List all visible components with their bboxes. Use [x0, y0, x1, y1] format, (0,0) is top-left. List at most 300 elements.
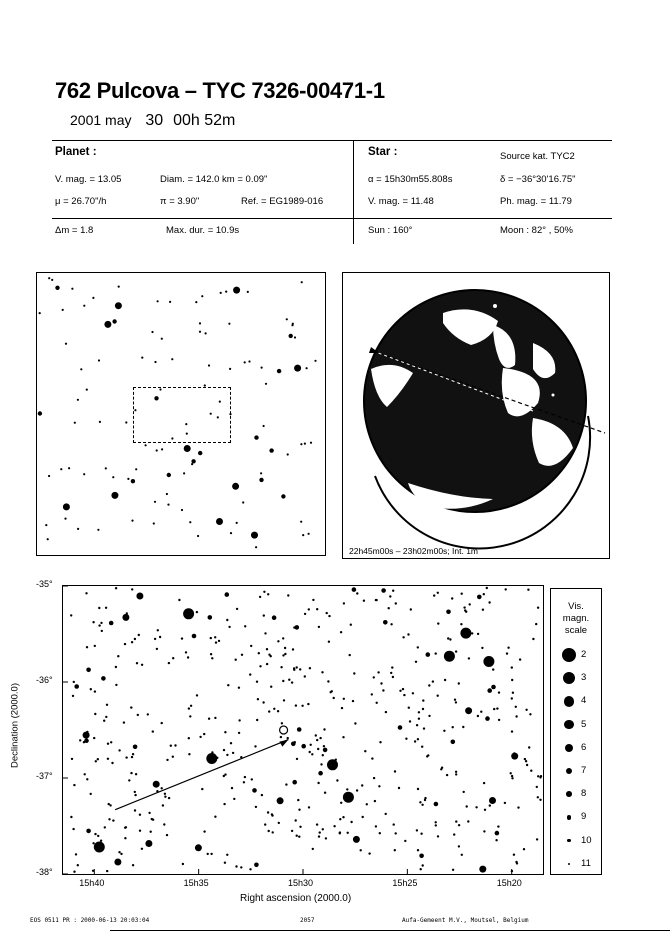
- field-star: [447, 637, 449, 639]
- field-star: [446, 610, 451, 615]
- field-star: [420, 868, 422, 870]
- field-star: [496, 707, 498, 709]
- field-star: [510, 772, 512, 774]
- field-star: [277, 710, 279, 712]
- field-star: [94, 713, 96, 715]
- field-star: [317, 748, 319, 750]
- finder-star: [60, 468, 62, 470]
- field-star: [492, 668, 494, 670]
- finder-star: [251, 532, 258, 539]
- field-star: [308, 608, 310, 610]
- field-star: [340, 802, 342, 804]
- field-star: [304, 675, 306, 677]
- planet-parallax: π = 3.90": [160, 196, 200, 207]
- field-star: [215, 641, 217, 643]
- finder-star: [112, 476, 114, 478]
- finder-star: [161, 448, 163, 450]
- finder-star: [308, 533, 310, 535]
- field-star: [296, 758, 298, 760]
- field-star: [259, 596, 261, 598]
- field-star: [475, 806, 477, 808]
- finder-star: [205, 332, 207, 334]
- finder-star: [261, 367, 263, 369]
- field-star: [504, 802, 506, 804]
- field-star: [511, 697, 513, 699]
- field-star: [280, 736, 282, 738]
- field-star: [452, 726, 454, 728]
- legend-dot: [566, 791, 572, 797]
- finder-star: [236, 522, 238, 524]
- field-star: [132, 864, 134, 866]
- finder-star: [62, 309, 64, 311]
- finder-star: [314, 360, 316, 362]
- field-star: [164, 796, 166, 798]
- field-star: [399, 690, 401, 692]
- max-duration: Max. dur. = 10.9s: [166, 225, 240, 236]
- field-star: [292, 648, 294, 650]
- field-star: [458, 682, 460, 684]
- field-star: [181, 637, 183, 639]
- finder-star: [63, 503, 70, 510]
- field-star: [322, 754, 324, 756]
- event-day: 30: [145, 112, 164, 129]
- field-star: [285, 783, 287, 785]
- field-star: [232, 752, 234, 754]
- finder-star: [286, 318, 288, 320]
- field-star: [267, 593, 269, 595]
- field-star: [297, 799, 299, 801]
- field-star: [94, 690, 96, 692]
- field-star: [373, 676, 375, 678]
- field-star: [392, 590, 394, 592]
- finder-star: [310, 442, 312, 444]
- magnitude-legend: [550, 588, 602, 875]
- field-star: [134, 809, 136, 811]
- finder-star: [65, 343, 67, 345]
- field-star: [376, 702, 378, 704]
- field-star: [163, 823, 165, 825]
- finder-star: [306, 367, 308, 369]
- finder-star: [183, 472, 185, 474]
- field-star: [368, 852, 370, 854]
- field-star: [166, 834, 168, 836]
- field-star: [287, 594, 289, 596]
- field-star: [120, 853, 122, 855]
- field-star: [263, 614, 265, 616]
- field-star: [103, 720, 105, 722]
- field-star: [405, 738, 407, 740]
- field-star: [318, 835, 320, 837]
- field-star: [352, 587, 357, 592]
- field-star: [107, 743, 109, 745]
- finder-star: [48, 475, 50, 477]
- field-star: [92, 621, 94, 623]
- event-date-label: 2001 may: [70, 112, 132, 128]
- field-star: [105, 716, 107, 718]
- field-star: [73, 784, 75, 786]
- field-star: [226, 619, 228, 621]
- field-star: [94, 842, 105, 853]
- field-star: [264, 632, 266, 634]
- field-star: [324, 792, 326, 794]
- field-star: [291, 742, 296, 747]
- field-star: [460, 628, 471, 639]
- field-star: [487, 688, 492, 693]
- field-star: [484, 809, 486, 811]
- field-star: [354, 722, 356, 724]
- field-star: [164, 793, 166, 795]
- field-star: [519, 658, 521, 660]
- field-star: [168, 797, 170, 799]
- finder-star: [112, 319, 116, 323]
- field-star: [224, 862, 226, 864]
- field-star: [86, 668, 91, 673]
- moon-elongation: Moon : 82° , 50%: [500, 225, 573, 236]
- field-star: [97, 758, 99, 760]
- finder-star: [77, 528, 79, 530]
- finder-star: [51, 279, 53, 281]
- field-star: [336, 779, 338, 781]
- field-star: [293, 669, 295, 671]
- field-star: [335, 759, 337, 761]
- field-star: [95, 760, 97, 762]
- field-star: [86, 646, 88, 648]
- field-star: [458, 824, 460, 826]
- field-star: [511, 777, 513, 779]
- field-star: [455, 650, 457, 652]
- field-star: [319, 737, 321, 739]
- y-tick-label: -35°: [36, 579, 53, 589]
- field-star: [86, 778, 88, 780]
- finder-star: [169, 301, 171, 303]
- field-star: [316, 739, 318, 741]
- field-star: [469, 603, 471, 605]
- star-declination: δ = −36°30'16.75": [500, 174, 576, 185]
- field-star: [278, 822, 280, 824]
- field-star: [460, 623, 462, 625]
- field-star: [272, 831, 274, 833]
- field-star: [86, 731, 88, 733]
- field-star: [537, 796, 539, 798]
- field-star: [432, 680, 434, 682]
- sun-elongation: Sun : 160°: [368, 225, 413, 236]
- planet-diameter: Diam. = 142.0 km = 0.09": [160, 174, 268, 185]
- field-star: [126, 612, 128, 614]
- field-star: [268, 654, 270, 656]
- field-star: [156, 648, 158, 650]
- field-star: [130, 772, 132, 774]
- field-star: [416, 724, 418, 726]
- field-star: [482, 609, 484, 611]
- field-star: [537, 607, 539, 609]
- event-time: 00h 52m: [173, 112, 236, 129]
- field-star: [196, 694, 198, 696]
- field-star: [417, 738, 419, 740]
- field-star: [263, 591, 265, 593]
- field-star: [511, 730, 513, 732]
- field-star: [483, 656, 494, 667]
- field-star: [75, 853, 77, 855]
- field-star: [104, 826, 106, 828]
- field-star: [395, 602, 397, 604]
- finder-star: [265, 383, 267, 385]
- footer-left: EOS 0511 PR : 2000-06-13 20:03:04: [30, 917, 150, 924]
- field-star: [507, 647, 509, 649]
- field-star: [223, 803, 225, 805]
- finder-star: [197, 535, 199, 537]
- legend-label: 5: [581, 718, 587, 730]
- finder-star: [220, 292, 222, 294]
- field-star: [505, 588, 507, 590]
- field-star: [318, 771, 323, 776]
- field-star: [282, 680, 284, 682]
- field-star: [128, 779, 130, 781]
- field-star: [107, 758, 109, 760]
- field-star: [410, 608, 412, 610]
- field-star: [170, 745, 172, 747]
- field-star: [112, 819, 114, 821]
- finder-star: [242, 501, 244, 503]
- field-star: [284, 653, 286, 655]
- finder-star: [287, 453, 289, 455]
- field-star: [346, 788, 348, 790]
- finder-star: [97, 529, 99, 531]
- legend-dot: [564, 720, 573, 729]
- field-star: [238, 719, 240, 721]
- planet-motion: μ = 26.70"/h: [55, 196, 107, 207]
- field-star: [284, 647, 286, 649]
- field-star: [141, 848, 143, 850]
- finder-star: [92, 297, 94, 299]
- y-axis-label: Declination (2000.0): [9, 682, 21, 769]
- globe-panel: [342, 272, 610, 559]
- field-star: [131, 588, 133, 590]
- field-star: [83, 732, 90, 739]
- field-star: [296, 835, 298, 837]
- field-star: [415, 661, 417, 663]
- field-star: [272, 615, 277, 620]
- legend-dot: [567, 815, 571, 819]
- field-star: [74, 684, 79, 689]
- field-star: [444, 651, 455, 662]
- field-star: [266, 648, 268, 650]
- legend-row: [557, 647, 597, 663]
- field-star: [133, 745, 138, 750]
- field-star: [70, 816, 72, 818]
- field-star: [228, 626, 230, 628]
- field-star: [277, 797, 284, 804]
- field-star: [291, 830, 293, 832]
- field-star: [511, 679, 513, 681]
- field-star: [437, 592, 439, 594]
- field-star: [94, 645, 96, 647]
- field-star: [124, 827, 126, 829]
- field-star: [417, 849, 419, 851]
- field-star: [498, 719, 500, 721]
- finder-chart: [36, 272, 326, 556]
- field-star: [390, 623, 392, 625]
- field-star: [101, 630, 103, 632]
- field-star: [381, 588, 386, 593]
- field-star: [463, 791, 465, 793]
- legend-title-line-2: magn.: [562, 613, 590, 624]
- field-star: [435, 824, 437, 826]
- field-star: [356, 789, 358, 791]
- delta-magnitude: Δm = 1.8: [55, 225, 94, 236]
- field-star: [416, 829, 418, 831]
- legend-dot: [568, 863, 570, 865]
- field-star: [124, 837, 126, 839]
- field-star: [402, 688, 404, 690]
- field-star: [299, 826, 301, 828]
- field-star: [377, 671, 379, 673]
- field-star: [255, 806, 257, 808]
- field-star: [517, 806, 519, 808]
- legend-row: [557, 763, 597, 779]
- field-star: [361, 784, 363, 786]
- finder-star: [86, 389, 88, 391]
- field-star: [244, 776, 246, 778]
- field-star: [273, 708, 275, 710]
- finder-star: [135, 468, 137, 470]
- page-title: 762 Pulcova – TYC 7326-00471-1: [55, 78, 385, 103]
- footer-center: 2057: [300, 917, 315, 924]
- field-star: [495, 831, 500, 836]
- legend-label: 3: [581, 672, 587, 684]
- table-top-rule: [52, 140, 612, 141]
- finder-star: [118, 286, 120, 288]
- field-star: [526, 764, 528, 766]
- field-star: [108, 818, 110, 820]
- field-star: [529, 713, 531, 715]
- finder-star: [171, 358, 173, 360]
- field-star: [291, 681, 293, 683]
- finder-star: [153, 522, 155, 524]
- field-star: [417, 788, 419, 790]
- field-star: [235, 865, 237, 867]
- field-star: [394, 770, 396, 772]
- finder-star: [225, 291, 227, 293]
- field-star: [511, 775, 513, 777]
- finder-star: [300, 443, 302, 445]
- field-star: [385, 711, 387, 713]
- field-star: [157, 629, 159, 631]
- field-star: [73, 871, 75, 873]
- field-star: [225, 592, 230, 597]
- field-star: [258, 652, 260, 654]
- finder-star: [71, 288, 73, 290]
- field-star: [471, 632, 473, 634]
- field-star: [134, 791, 136, 793]
- field-star: [210, 637, 212, 639]
- event-date: [70, 112, 235, 130]
- field-star: [241, 654, 243, 656]
- field-star: [341, 707, 343, 709]
- field-star: [323, 748, 328, 753]
- x-axis-label: Right ascension (2000.0): [240, 893, 352, 904]
- finder-star: [232, 483, 239, 490]
- field-star: [489, 797, 496, 804]
- finder-star: [184, 445, 191, 452]
- field-star: [230, 742, 232, 744]
- field-star: [316, 823, 318, 825]
- field-star: [254, 745, 256, 747]
- field-star: [150, 831, 152, 833]
- field-star: [86, 829, 91, 834]
- legend-label: 7: [581, 765, 587, 776]
- field-star: [231, 787, 233, 789]
- field-star: [254, 863, 259, 868]
- finder-star: [189, 521, 191, 523]
- field-star: [131, 756, 133, 758]
- field-star: [277, 640, 279, 642]
- field-star: [79, 739, 81, 741]
- field-star: [536, 786, 538, 788]
- field-star: [417, 646, 419, 648]
- field-star: [463, 606, 465, 608]
- table-divider: [353, 140, 354, 244]
- field-star: [424, 797, 426, 799]
- field-star: [325, 837, 327, 839]
- field-star: [318, 626, 320, 628]
- field-star: [105, 607, 107, 609]
- field-star: [383, 620, 388, 625]
- finder-star: [233, 287, 240, 294]
- finder-star: [277, 369, 281, 373]
- field-star: [256, 681, 258, 683]
- field-star: [136, 593, 143, 600]
- field-star: [462, 726, 464, 728]
- field-star: [497, 825, 499, 827]
- field-star: [428, 684, 430, 686]
- field-star: [328, 641, 330, 643]
- field-star: [539, 776, 541, 778]
- field-star: [249, 673, 251, 675]
- finder-star: [247, 291, 249, 293]
- legend-label: 9: [581, 811, 587, 823]
- finder-star: [131, 520, 133, 522]
- finder-star: [199, 331, 201, 333]
- field-star: [493, 708, 495, 710]
- field-star: [139, 830, 141, 832]
- field-star: [418, 718, 420, 720]
- earth-globe: [343, 273, 609, 558]
- field-star: [483, 593, 485, 595]
- field-star: [183, 608, 194, 619]
- star-phmag: Ph. mag. = 11.79: [500, 196, 572, 207]
- field-star: [391, 666, 393, 668]
- field-star: [172, 657, 174, 659]
- field-star: [333, 697, 335, 699]
- field-star: [115, 666, 117, 668]
- finder-star: [191, 459, 195, 463]
- field-star: [426, 755, 428, 757]
- finder-star: [98, 359, 100, 361]
- field-star: [375, 599, 377, 601]
- legend-row: [557, 809, 597, 825]
- field-star: [161, 787, 163, 789]
- field-star: [375, 825, 377, 827]
- field-star: [319, 831, 321, 833]
- field-star: [407, 633, 409, 635]
- field-star: [525, 760, 527, 762]
- field-star: [535, 623, 537, 625]
- planet-reference: Ref. = EG1989-016: [241, 196, 324, 207]
- field-star: [495, 839, 497, 841]
- legend-label: 2: [581, 649, 587, 660]
- field-star: [207, 853, 209, 855]
- finder-star: [260, 472, 262, 474]
